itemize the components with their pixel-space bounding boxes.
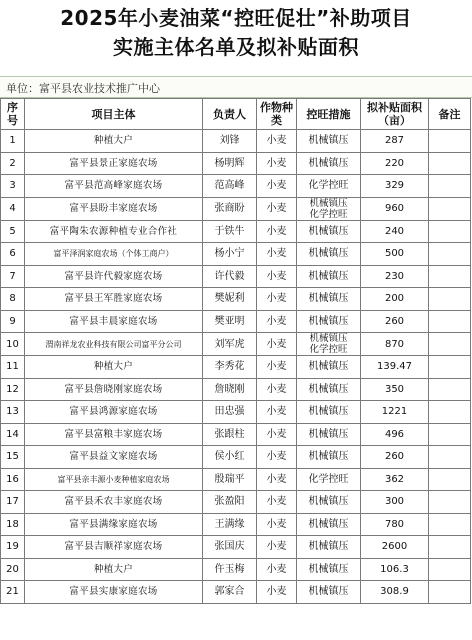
cell-area: 260: [361, 310, 429, 333]
cell-leader: 殷瑞平: [203, 468, 257, 491]
cell-crop: 小麦: [257, 310, 297, 333]
cell-leader: 刘锋: [203, 130, 257, 153]
table-header-row: [1, 99, 471, 130]
table-row: [1, 175, 471, 198]
cell-note: [429, 356, 471, 379]
cell-seq: 18: [1, 513, 25, 536]
table-row: [1, 288, 471, 311]
cell-crop: 小麦: [257, 468, 297, 491]
cell-seq: 15: [1, 446, 25, 469]
cell-leader: 张跟柱: [203, 423, 257, 446]
cell-crop: 小麦: [257, 581, 297, 604]
cell-note: [429, 581, 471, 604]
cell-leader: 仵玉梅: [203, 558, 257, 581]
header-leader: 负责人: [203, 99, 257, 130]
cell-leader: 李秀花: [203, 356, 257, 379]
cell-project: 富平县益文家庭农场: [25, 446, 203, 469]
table-row: [1, 513, 471, 536]
table-row: [1, 356, 471, 379]
cell-measure: 机械镇压: [297, 356, 361, 379]
cell-note: [429, 243, 471, 266]
table-row: [1, 491, 471, 514]
cell-leader: 于铁牛: [203, 220, 257, 243]
cell-project: 富平县许代毅家庭农场: [25, 265, 203, 288]
cell-project: 富平县景正家庭农场: [25, 152, 203, 175]
cell-seq: 16: [1, 468, 25, 491]
cell-leader: 樊亚明: [203, 310, 257, 333]
cell-crop: 小麦: [257, 220, 297, 243]
cell-measure: 机械镇压: [297, 491, 361, 514]
cell-measure: 机械镇压: [297, 310, 361, 333]
cell-crop: 小麦: [257, 175, 297, 198]
cell-leader: 侯小红: [203, 446, 257, 469]
cell-project: 富平县范高峰家庭农场: [25, 175, 203, 198]
cell-seq: 19: [1, 536, 25, 559]
cell-note: [429, 536, 471, 559]
cell-seq: 21: [1, 581, 25, 604]
table-row: [1, 130, 471, 153]
cell-crop: 小麦: [257, 536, 297, 559]
cell-area: 780: [361, 513, 429, 536]
cell-measure: 机械镇压: [297, 288, 361, 311]
cell-area: 220: [361, 152, 429, 175]
cell-crop: 小麦: [257, 423, 297, 446]
cell-project: 富平县吉顺祥家庭农场: [25, 536, 203, 559]
cell-crop: 小麦: [257, 513, 297, 536]
cell-measure: 机械镇压: [297, 446, 361, 469]
cell-crop: 小麦: [257, 288, 297, 311]
table-row: [1, 558, 471, 581]
cell-area: 230: [361, 265, 429, 288]
cell-crop: 小麦: [257, 243, 297, 266]
cell-crop: 小麦: [257, 265, 297, 288]
cell-leader: 张盈阳: [203, 491, 257, 514]
table-row: [1, 243, 471, 266]
cell-seq: 3: [1, 175, 25, 198]
cell-crop: 小麦: [257, 152, 297, 175]
cell-measure: 机械镇压: [297, 152, 361, 175]
cell-project: 富平县盼丰家庭农场: [25, 197, 203, 220]
cell-leader: 许代毅: [203, 265, 257, 288]
cell-measure: 机械镇压: [297, 423, 361, 446]
cell-note: [429, 310, 471, 333]
cell-area: 139.47: [361, 356, 429, 379]
cell-area: 240: [361, 220, 429, 243]
cell-note: [429, 175, 471, 198]
cell-leader: 田忠强: [203, 401, 257, 424]
cell-project: 富平陶朱农源种植专业合作社: [25, 220, 203, 243]
cell-project: 种植大户: [25, 558, 203, 581]
cell-measure: 机械镇压: [297, 513, 361, 536]
table-row: [1, 197, 471, 220]
cell-area: 960: [361, 197, 429, 220]
document-title-line2: 实施主体名单及拟补贴面积: [113, 35, 359, 59]
table-row: [1, 310, 471, 333]
cell-area: 1221: [361, 401, 429, 424]
cell-project: 种植大户: [25, 130, 203, 153]
cell-leader: 杨明辉: [203, 152, 257, 175]
cell-leader: 郭家合: [203, 581, 257, 604]
subsidy-table: [0, 98, 471, 604]
unit-label: 单位：富平县农业技术推广中心: [6, 82, 160, 95]
table-row: [1, 152, 471, 175]
cell-measure: 机械镇压: [297, 243, 361, 266]
header-area: 拟补贴面积（亩）: [361, 99, 429, 130]
cell-area: 2600: [361, 536, 429, 559]
cell-project: 富平县满缘家庭农场: [25, 513, 203, 536]
cell-measure: 机械镇压 化学控旺: [297, 333, 361, 356]
cell-note: [429, 446, 471, 469]
cell-area: 870: [361, 333, 429, 356]
cell-area: 496: [361, 423, 429, 446]
cell-project: 富平县鸿源家庭农场: [25, 401, 203, 424]
table-row: [1, 581, 471, 604]
table-row: [1, 220, 471, 243]
table-row: [1, 378, 471, 401]
header-note: 备注: [429, 99, 471, 130]
table-body: [1, 130, 471, 604]
cell-crop: 小麦: [257, 197, 297, 220]
cell-measure: 机械镇压: [297, 401, 361, 424]
cell-crop: 小麦: [257, 333, 297, 356]
cell-crop: 小麦: [257, 491, 297, 514]
cell-measure: 机械镇压 化学控旺: [297, 197, 361, 220]
cell-area: 308.9: [361, 581, 429, 604]
table-row: [1, 468, 471, 491]
cell-seq: 6: [1, 243, 25, 266]
cell-measure: 机械镇压: [297, 536, 361, 559]
cell-measure: 化学控旺: [297, 175, 361, 198]
table-row: [1, 265, 471, 288]
cell-measure: 机械镇压: [297, 378, 361, 401]
cell-measure: 化学控旺: [297, 468, 361, 491]
cell-seq: 11: [1, 356, 25, 379]
cell-project: 富平县禾农丰家庭农场: [25, 491, 203, 514]
cell-note: [429, 220, 471, 243]
document-title-line1: 2025年小麦油菜“控旺促壮”补助项目: [60, 6, 412, 30]
table-row: [1, 333, 471, 356]
cell-seq: 10: [1, 333, 25, 356]
cell-note: [429, 152, 471, 175]
cell-note: [429, 423, 471, 446]
cell-seq: 8: [1, 288, 25, 311]
cell-crop: 小麦: [257, 558, 297, 581]
cell-note: [429, 265, 471, 288]
cell-note: [429, 468, 471, 491]
cell-area: 350: [361, 378, 429, 401]
table-row: [1, 401, 471, 424]
cell-note: [429, 378, 471, 401]
cell-measure: 机械镇压: [297, 130, 361, 153]
header-seq: 序号: [1, 99, 25, 130]
cell-leader: 张国庆: [203, 536, 257, 559]
cell-area: 287: [361, 130, 429, 153]
cell-area: 500: [361, 243, 429, 266]
cell-project: 富平泽润家庭农场（个体工商户）: [25, 243, 203, 266]
cell-note: [429, 558, 471, 581]
cell-note: [429, 197, 471, 220]
cell-seq: 2: [1, 152, 25, 175]
cell-project: 富平县富粮丰家庭农场: [25, 423, 203, 446]
cell-leader: 樊妮利: [203, 288, 257, 311]
table-row: [1, 536, 471, 559]
header-measure: 控旺措施: [297, 99, 361, 130]
cell-note: [429, 130, 471, 153]
cell-leader: 杨小宁: [203, 243, 257, 266]
header-project: 项目主体: [25, 99, 203, 130]
cell-area: 300: [361, 491, 429, 514]
cell-project: 渭南祥龙农业科技有限公司富平分公司: [25, 333, 203, 356]
cell-leader: 王满缘: [203, 513, 257, 536]
cell-seq: 17: [1, 491, 25, 514]
cell-area: 329: [361, 175, 429, 198]
cell-project: 富平县丰晨家庭农场: [25, 310, 203, 333]
cell-project: 富平县王军胜家庭农场: [25, 288, 203, 311]
cell-seq: 5: [1, 220, 25, 243]
cell-leader: 刘军虎: [203, 333, 257, 356]
header-crop: 作物种类: [257, 99, 297, 130]
cell-project: 种植大户: [25, 356, 203, 379]
cell-note: [429, 513, 471, 536]
cell-seq: 9: [1, 310, 25, 333]
cell-project: 富平县詹晓刚家庭农场: [25, 378, 203, 401]
cell-crop: 小麦: [257, 401, 297, 424]
cell-note: [429, 491, 471, 514]
cell-seq: 12: [1, 378, 25, 401]
cell-area: 260: [361, 446, 429, 469]
cell-crop: 小麦: [257, 446, 297, 469]
cell-area: 200: [361, 288, 429, 311]
cell-crop: 小麦: [257, 130, 297, 153]
cell-seq: 20: [1, 558, 25, 581]
cell-seq: 14: [1, 423, 25, 446]
cell-crop: 小麦: [257, 356, 297, 379]
cell-project: 富平县亲丰源小麦种植家庭农场: [25, 468, 203, 491]
cell-note: [429, 401, 471, 424]
cell-note: [429, 333, 471, 356]
cell-project: 富平县实康家庭农场: [25, 581, 203, 604]
cell-measure: 机械镇压: [297, 558, 361, 581]
cell-leader: 詹晓刚: [203, 378, 257, 401]
cell-measure: 机械镇压: [297, 265, 361, 288]
cell-seq: 4: [1, 197, 25, 220]
cell-area: 362: [361, 468, 429, 491]
cell-area: 106.3: [361, 558, 429, 581]
cell-seq: 1: [1, 130, 25, 153]
cell-measure: 机械镇压: [297, 581, 361, 604]
cell-seq: 13: [1, 401, 25, 424]
cell-leader: 张商盼: [203, 197, 257, 220]
cell-note: [429, 288, 471, 311]
cell-leader: 范高峰: [203, 175, 257, 198]
table-row: [1, 446, 471, 469]
cell-seq: 7: [1, 265, 25, 288]
cell-crop: 小麦: [257, 378, 297, 401]
table-row: [1, 423, 471, 446]
cell-measure: 机械镇压: [297, 220, 361, 243]
